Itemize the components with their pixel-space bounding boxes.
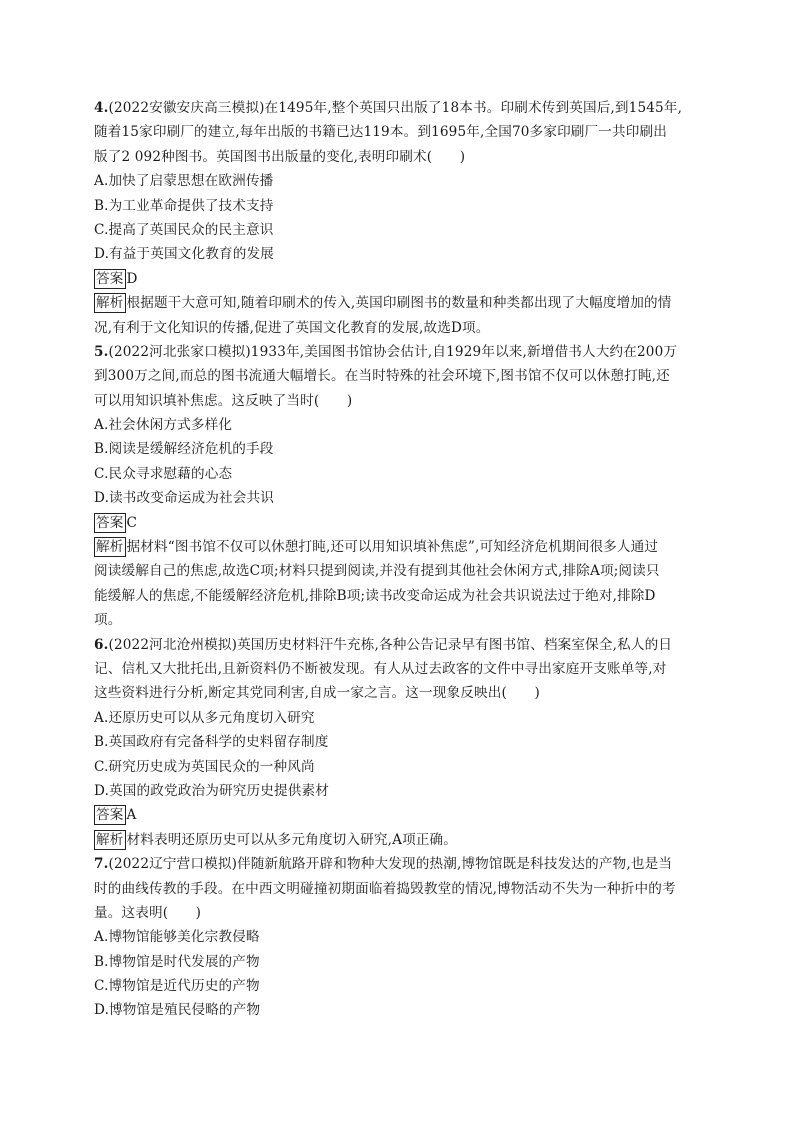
question-stem-line: 随着15家印刷厂的建立,每年出版的书籍已达119本。到1695年,全国70多家印刷厂一共印刷出 bbox=[94, 124, 668, 141]
question-number: 7. bbox=[94, 856, 109, 873]
option-a: A.社会休闲方式多样化 bbox=[94, 417, 233, 434]
analysis-tag: 解析 bbox=[96, 295, 124, 312]
analysis-row bbox=[94, 535, 706, 559]
analysis-row bbox=[94, 828, 706, 852]
question-stem-line: (2022辽宁营口模拟)伴随新航路开辟和物种大发现的热潮,博物馆既是科技发达的产物,也是当 bbox=[108, 856, 673, 873]
option-d: D.博物馆是殖民侵略的产物 bbox=[94, 1002, 261, 1019]
question-5 bbox=[94, 340, 706, 633]
option-b: B.阅读是缓解经济危机的手段 bbox=[94, 441, 274, 458]
option-b: B.英国政府有完备科学的史料留存制度 bbox=[94, 734, 329, 751]
question-stem-line: 可以用知识填补焦虑。这反映了当时( ) bbox=[94, 392, 353, 409]
analysis-text-line: 能缓解人的焦虑,不能缓解经济危机,排除B项;读书改变命运成为社会共识说法过于绝对,排除D bbox=[94, 587, 656, 604]
question-list bbox=[94, 96, 706, 1023]
option-c: C.博物馆是近代历史的产物 bbox=[94, 978, 260, 995]
question-stem-line: (2022河北张家口模拟)1933年,美国图书馆协会估计,自1929年以来,新增借书人大约在200万 bbox=[108, 343, 678, 360]
option-c: C.研究历史成为英国民众的一种风尚 bbox=[94, 758, 315, 775]
analysis-tag: 解析 bbox=[96, 831, 124, 848]
option-d: D.英国的政党政治为研究历史提供素材 bbox=[94, 782, 329, 799]
question-6 bbox=[94, 633, 706, 853]
question-stem-line: 量。这表明( ) bbox=[94, 904, 202, 921]
analysis-text-line: 项。 bbox=[94, 612, 122, 629]
answer-tag: 答案 bbox=[96, 807, 124, 824]
analysis-tag: 解析 bbox=[96, 539, 124, 556]
question-number: 4. bbox=[94, 100, 109, 116]
option-a: A.加快了启蒙思想在欧洲传播 bbox=[94, 173, 274, 190]
option-c: C.提高了英国民众的民主意识 bbox=[94, 221, 274, 238]
option-a: A.博物馆能够美化宗教侵略 bbox=[94, 929, 260, 946]
option-d: D.有益于英国文化教育的发展 bbox=[94, 246, 274, 263]
answer-value: D bbox=[126, 270, 138, 287]
question-number: 6. bbox=[94, 636, 109, 653]
question-4 bbox=[94, 96, 706, 340]
analysis-text-line: 材料表明还原历史可以从多元角度切入研究,A项正确。 bbox=[126, 831, 458, 848]
analysis-text-line: 据材料“图书馆不仅可以休憩打盹,还可以用知识填补焦虑”,可知经济危机期间很多人通过 bbox=[126, 539, 659, 556]
analysis-text-line: 阅读缓解自己的焦虑,故选C项;材料只提到阅读,并没有提到其他社会休闲方式,排除A项;阅读只 bbox=[94, 563, 660, 580]
answer-value: A bbox=[126, 807, 137, 824]
answer-value: C bbox=[126, 514, 138, 531]
question-stem-line: 到300万之间,而总的图书流通大幅增长。在当时特殊的社会环境下,图书馆不仅可以休憩打盹,还 bbox=[94, 368, 670, 385]
answer-tag: 答案 bbox=[96, 270, 124, 287]
question-stem-line: (2022安徽安庆高三模拟)在1495年,整个英国只出版了18本书。印刷术传到英国后,到1545年, bbox=[108, 100, 683, 116]
option-b: B.为工业革命提供了技术支持 bbox=[94, 197, 274, 214]
question-7 bbox=[94, 852, 706, 1023]
answer-row bbox=[94, 803, 706, 827]
answer-row bbox=[94, 511, 706, 535]
option-c: C.民众寻求慰藉的心态 bbox=[94, 465, 233, 482]
question-stem-line: 时的曲线传教的手段。在中西文明碰撞初期面临着捣毁教堂的情况,博物活动不失为一种折中的考 bbox=[94, 880, 676, 897]
option-b: B.博物馆是时代发展的产物 bbox=[94, 953, 260, 970]
question-stem-line: 版了2 092种图书。英国图书出版量的变化,表明印刷术( ) bbox=[94, 148, 466, 165]
analysis-row bbox=[94, 291, 706, 315]
answer-tag: 答案 bbox=[96, 514, 124, 531]
question-stem-line: 记、信札又大批托出,且新资料仍不断被发现。有人从过去政客的文件中寻出家庭开支账单等,对 bbox=[94, 660, 667, 677]
analysis-text-line: 况,有利于文化知识的传播,促进了英国文化教育的发展,故选D项。 bbox=[94, 319, 490, 336]
option-d: D.读书改变命运成为社会共识 bbox=[94, 490, 274, 507]
question-stem-line: (2022河北沧州模拟)英国历史材料汗牛充栋,各种公告记录早有图书馆、档案室保全,私人的日 bbox=[108, 636, 673, 653]
answer-row bbox=[94, 267, 706, 291]
question-number: 5. bbox=[94, 343, 109, 360]
option-a: A.还原历史可以从多元角度切入研究 bbox=[94, 709, 315, 726]
question-stem-line: 这些资料进行分析,断定其党同利害,自成一家之言。这一现象反映出( ) bbox=[94, 685, 540, 702]
analysis-text-line: 根据题干大意可知,随着印刷术的传入,英国印刷图书的数量和种类都出现了大幅度增加的情 bbox=[126, 295, 672, 312]
